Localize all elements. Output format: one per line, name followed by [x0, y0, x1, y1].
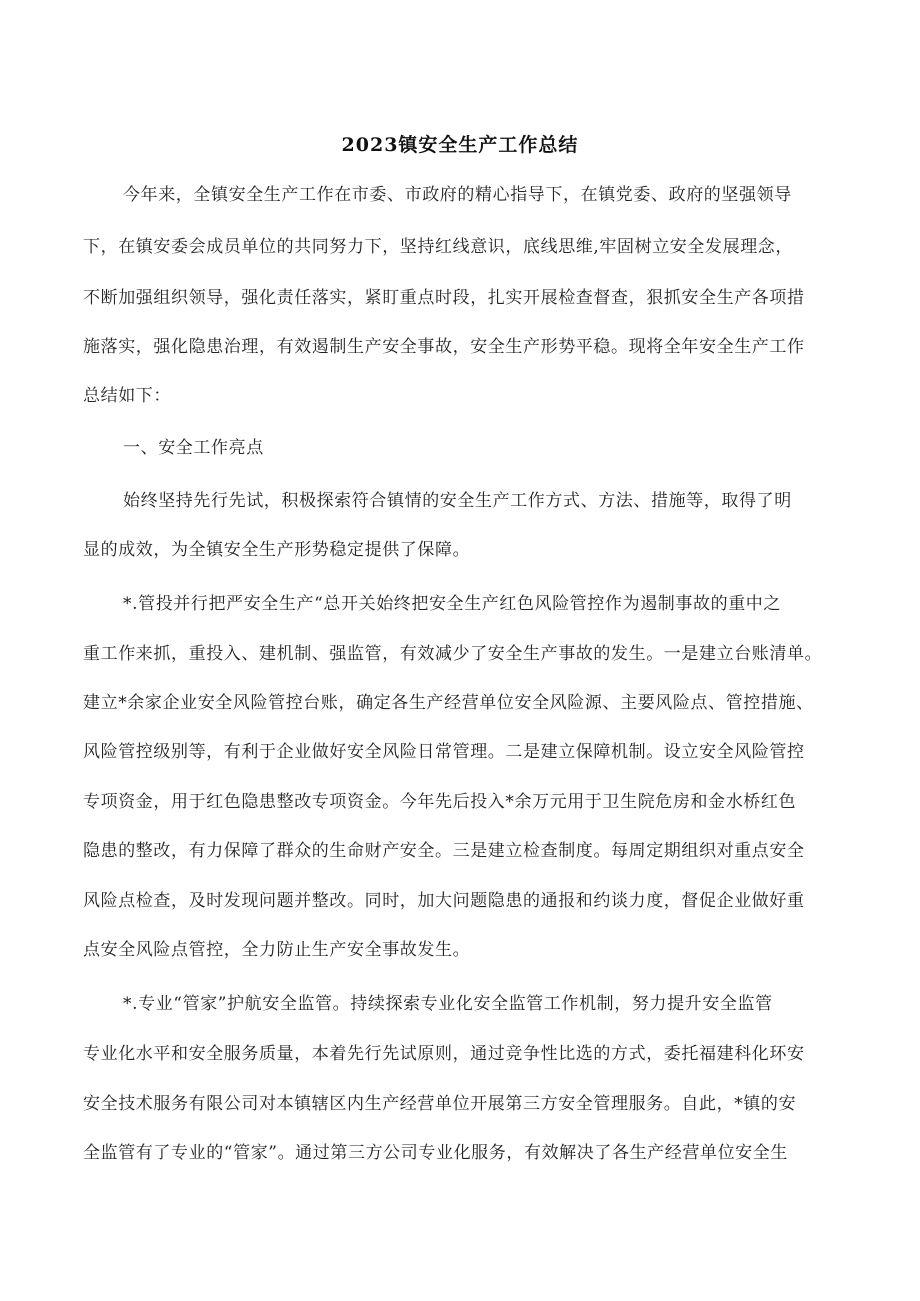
paragraph-line: 今年来，全镇安全生产工作在市委、市政府的精心指导下，在镇党委、政府的坚强领导 [123, 185, 792, 205]
paragraph-line: 总结如下： [83, 386, 171, 406]
paragraph-line: 建立*余家企业安全风险管控台账，确定各生产经营单位安全风险源、主要风险点、管控措施、 [83, 693, 814, 713]
paragraph-line: *.管投并行把严安全生产“总开关始终把安全生产红色风险管控作为遏制事故的重中之 [123, 594, 781, 614]
paragraph-line: 显的成效，为全镇安全生产形势稳定提供了保障。 [83, 540, 471, 560]
paragraph-line: 重工作来抓，重投入、建机制、强监管，有效减少了安全生产事故的发生。一是建立台账清单。 [83, 644, 823, 664]
paragraph-line: 风险点检查，及时发现问题并整改。同时，加大问题隐患的通报和约谈力度，督促企业做好重 [83, 891, 805, 911]
paragraph-line: 始终坚持先行先试，积极探索符合镇情的安全生产工作方式、方法、措施等，取得了明 [123, 491, 792, 511]
paragraph-line: 隐患的整改，有力保障了群众的生命财产安全。三是建立检查制度。每周定期组织对重点安全 [83, 841, 805, 861]
paragraph-line: 专业化水平和安全服务质量，本着先行先试原则，通过竞争性比选的方式，委托福建科化环安 [83, 1044, 805, 1064]
paragraph-line: 全监管有了专业的“管家”。通过第三方公司专业化服务，有效解决了各生产经营单位安全生 [83, 1143, 788, 1163]
paragraph-line: 点安全风险点管控，全力防止生产安全事故发生。 [83, 940, 471, 960]
section-heading: 一、安全工作亮点 [123, 438, 264, 458]
document-title: 2023镇安全生产工作总结 [341, 134, 579, 156]
paragraph-line: 下，在镇安委会成员单位的共同努力下，坚持红线意识，底线思维,牢固树立安全发展理念， [83, 237, 794, 257]
paragraph-line: 专项资金，用于红色隐患整改专项资金。今年先后投入*余万元用于卫生院危房和金水桥红色 [83, 792, 797, 812]
paragraph-line: 不断加强组织领导，强化责任落实，紧盯重点时段，扎实开展检查督查，狠抓安全生产各项措 [83, 288, 805, 308]
paragraph-line: 风险管控级别等，有利于企业做好安全风险日常管理。二是建立保障机制。设立安全风险管控 [83, 742, 805, 762]
paragraph-line: *.专业“管家”护航安全监管。持续探索专业化安全监管工作机制，努力提升安全监管 [123, 994, 773, 1014]
paragraph-line: 施落实，强化隐患治理，有效遏制生产安全事故，安全生产形势平稳。现将全年安全生产工作 [83, 337, 805, 357]
paragraph-line: 安全技术服务有限公司对本镇辖区内生产经营单位开展第三方安全管理服务。自此，*镇的安 [83, 1094, 797, 1114]
